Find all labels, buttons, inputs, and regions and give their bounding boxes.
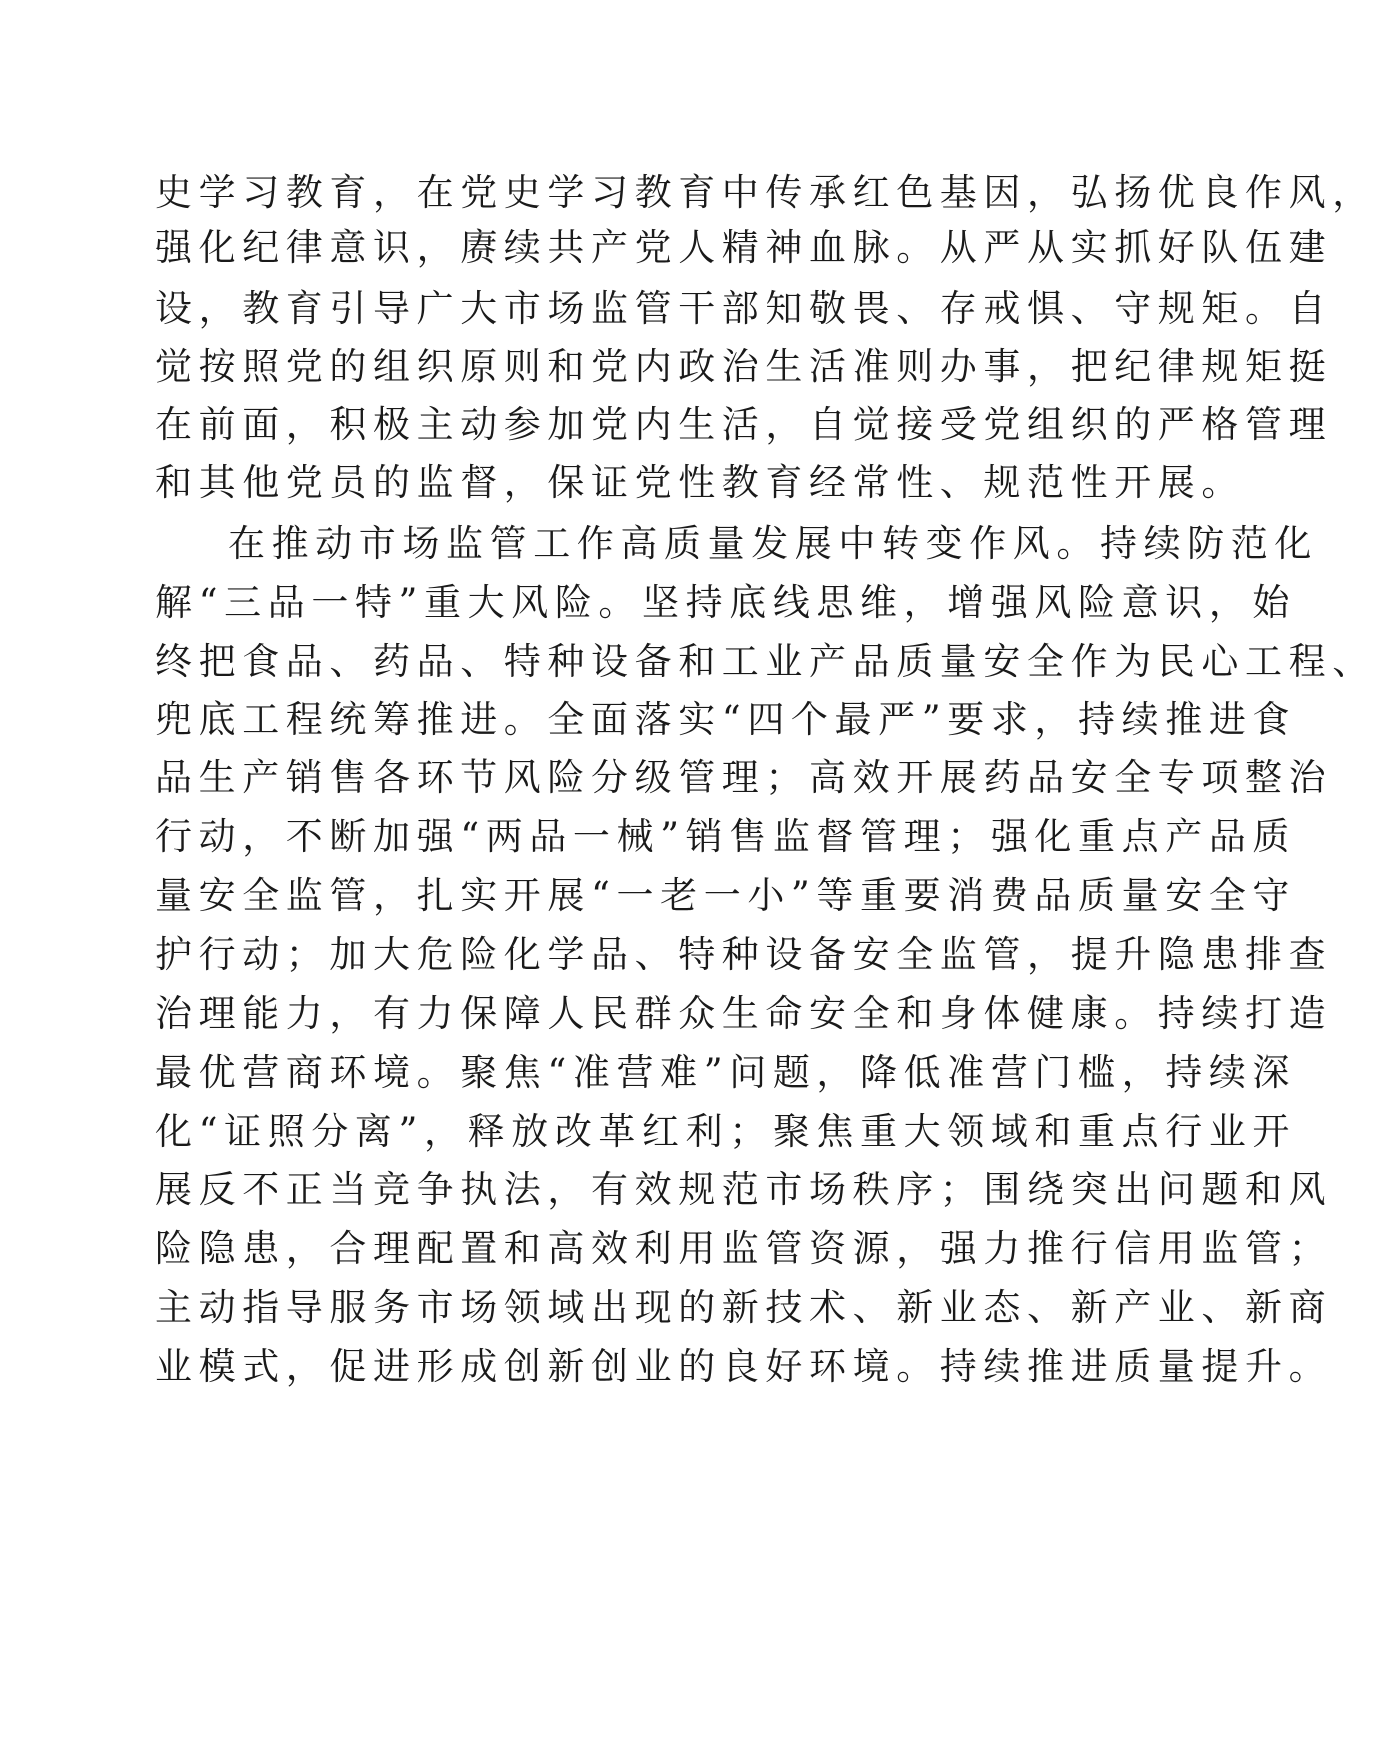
text-line: 强化纪律意识，赓续共产党人精神血脉。从严从实抓好队伍建 <box>155 226 1333 269</box>
text-line: 在前面，积极主动参加党内生活，自觉接受党组织的严格管理 <box>155 403 1333 446</box>
text-line: 主动指导服务市场领域出现的新技术、新业态、新产业、新商 <box>155 1286 1333 1329</box>
text-line: 量安全监管，扎实开展“一老一小”等重要消费品质量安全守 <box>155 874 1297 917</box>
text-line: 兜底工程统筹推进。全面落实“四个最严”要求，持续推进食 <box>155 698 1297 741</box>
text-line: 业模式，促进形成创新创业的良好环境。持续推进质量提升。 <box>155 1345 1333 1388</box>
paragraph-first-line: 在推动市场监管工作高质量发展中转变作风。持续防范化 <box>228 522 1318 565</box>
text-line: 护行动；加大危险化学品、特种设备安全监管，提升隐患排查 <box>155 933 1333 976</box>
text-line: 设，教育引导广大市场监管干部知敬畏、存戒惧、守规矩。自 <box>155 287 1333 330</box>
text-line: 和其他党员的监督，保证党性教育经常性、规范性开展。 <box>155 461 1245 504</box>
text-line: 史学习教育，在党史学习教育中传承红色基因，弘扬优良作风， <box>155 171 1376 214</box>
text-line: 终把食品、药品、特种设备和工业产品质量安全作为民心工程、 <box>155 640 1376 683</box>
text-line: 品生产销售各环节风险分级管理；高效开展药品安全专项整治 <box>155 756 1333 799</box>
text-line: 觉按照党的组织原则和党内政治生活准则办事，把纪律规矩挺 <box>155 345 1333 388</box>
text-line: 解“三品一特”重大风险。坚持底线思维，增强风险意识，始 <box>155 581 1297 624</box>
text-line: 行动，不断加强“两品一械”销售监督管理；强化重点产品质 <box>155 815 1297 858</box>
text-line: 最优营商环境。聚焦“准营难”问题，降低准营门槛，持续深 <box>155 1051 1297 1094</box>
text-line: 化“证照分离”，释放改革红利；聚焦重大领域和重点行业开 <box>155 1110 1297 1153</box>
text-line: 治理能力，有力保障人民群众生命安全和身体健康。持续打造 <box>155 992 1333 1035</box>
text-line: 险隐患，合理配置和高效利用监管资源，强力推行信用监管； <box>155 1227 1333 1270</box>
text-line: 展反不正当竞争执法，有效规范市场秩序；围绕突出问题和风 <box>155 1168 1333 1211</box>
